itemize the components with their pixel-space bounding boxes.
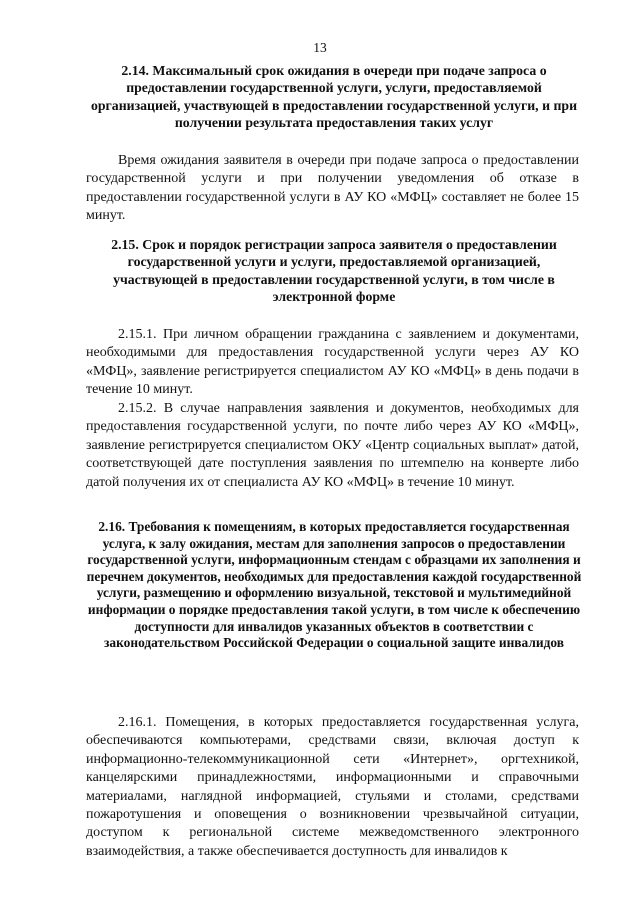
section-2-15-paragraph-2: 2.15.2. В случае направления заявления и документов, необходимых для предоставления государственной услуги, по почте либо через АУ КО «МФЦ», заявление регистрируется специалистом ОКУ «Центр социальных выплат» датой, соответствующей дате поступления заявления по штемпелю на конверте либо датой получения их от специалиста АУ КО «МФЦ» в течение 10 минут.: [86, 401, 579, 490]
section-2-14-paragraph-1: Время ожидания заявителя в очереди при подаче запроса о предоставлении государственной услуги и при получении уведомления об отказе в предоставлении государственной услуги в АУ КО «МФЦ» составляет не более 15 минут.: [86, 153, 579, 224]
section-2-15-heading: 2.15. Срок и порядок регистрации запроса заявителя о предоставлении государственной услуги и услуги, предоставляемой организацией, участвующей в предоставлении государственной услуги, в том числе в электронной форме: [111, 237, 557, 305]
section-2-15-paragraph-1: 2.15.1. При личном обращении гражданина с заявлением и документами, необходимыми для предоставления государственной услуги через АУ КО «МФЦ», заявление регистрируется специалистом АУ КО «МФЦ» в день подачи в течение 10 минут.: [86, 327, 579, 398]
page-number: 13: [313, 40, 327, 55]
section-2-16-paragraph-1: 2.16.1. Помещения, в которых предоставляется государственная услуга, обеспечиваются компьютерами, средствами связи, включая доступ к информационно-телекоммуникационной сети «Интернет», оргтехникой, канцелярскими принадлежностями, информационными и справочными материалами, наглядной информацией, стульями и столами, средствами пожаротушения и оповещения о возникновении чрезвычайной ситуации, доступом к региональной системе межведомственного электронного взаимодействия, а также обеспечивается доступность для инвалидов к: [86, 715, 579, 859]
section-2-14-heading: 2.14. Максимальный срок ожидания в очереди при подаче запроса о предоставлении государственной услуги, услуги, предоставляемой организацией, участвующей в предоставлении государственной услуги, и при получении результата предоставления таких услуг: [90, 63, 578, 131]
section-2-16-heading: 2.16. Требования к помещениям, в которых предоставляется государственная услуга, к залу ожидания, местам для заполнения запросов о предоставлении государственной услуги, информационным стендам с образцами их заполнения и перечнем документов, необходимых для предоставления каждой государственной услуги, размещению и оформлению визуальной, текстовой и мультимедийной информации о порядке предоставления такой услуги, в том числе к обеспечению доступности для инвалидов указанных объектов в соответствии с законодательством Российской Федерации о социальной защите инвалидов: [86, 519, 582, 651]
